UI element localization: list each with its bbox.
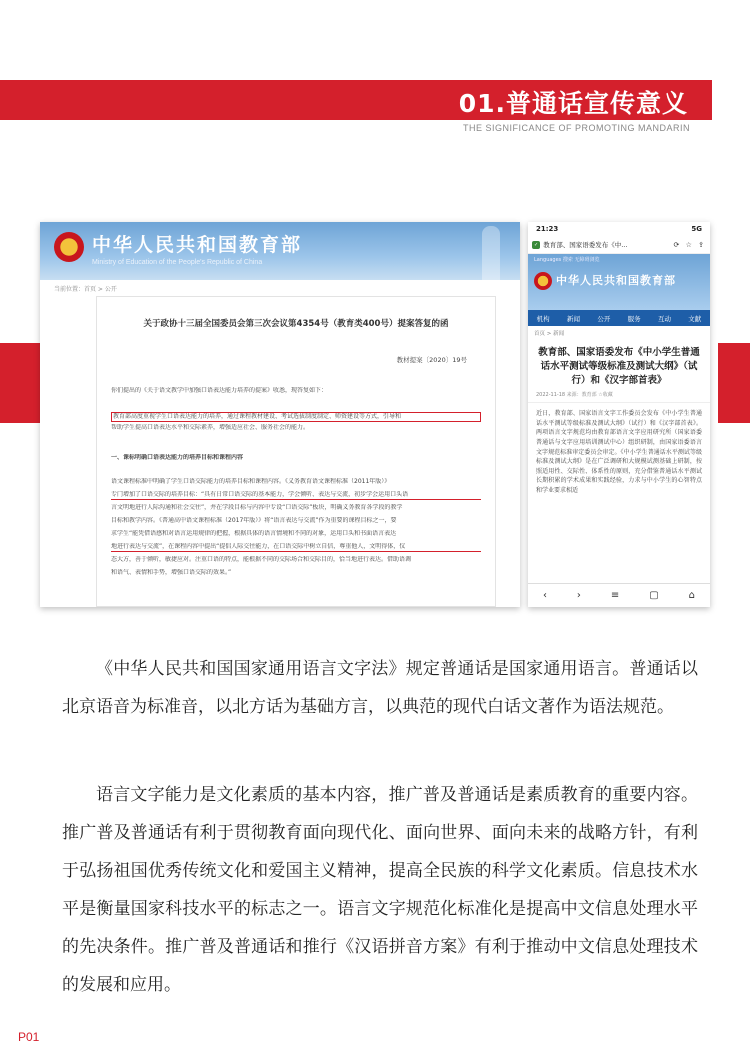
doc-section-heading: 一、课标明确口语表达能力的培养目标和课程内容 (111, 454, 244, 461)
phone-meta: 2022-11-18 来源：教育部 ☆收藏 (528, 387, 710, 403)
phone-screenshot (528, 222, 710, 607)
document-number: 教材提案〔2020〕19号 (396, 356, 467, 364)
paragraph: 语言文字能力是文化素质的基本内容，推广普及普通话是素质教育的重要内容。推广普及普通话有利于贯彻教育面向现代化、面向世界、面向未来的战略方针，有利于弘扬祖国优秀传统文化和爱国主义精神，提高全民族的科学文化素质。信息技术水平是衡量国家科技水平的标志之一。语言文字规范化标准化是提高中文信息处理水平的先决条件。推广普及普通话和推行《汉语拼音方案》有利于推动中文信息处理技术的发展和应用。 (62, 785, 698, 995)
doc-line: 求学生“能凭借语感和对语言运用规律的把握，根据具体的语言情境和不同的对象，运用口头和书面语言表达 (111, 530, 397, 537)
nav-item: 机构 (536, 314, 550, 323)
forward-icon: › (576, 590, 581, 601)
phone-body: 近日，教育部、国家语言文字工作委员会发布《中小学生普通话水平测试等级标准及测试大纲》（试行）和《汉字部首表》。两项语言文字规范均由教育部语言文字应用研究所（国家语委普通话与文字应用培训测试中心）组织研制，由国家语委语言文字规范标准审定委员会审定。《中小学生普通话水平测试等级标准及测试大纲》是在广泛调研和大规模试测基础上研制，按照适用性、交际性、体系性的原则，充分借鉴普通话水平测试长期积累的学术成果和实践经验，力求与中小学生的心智特点和学业要求相适 (536, 410, 702, 495)
nav-item: 文献 (688, 314, 702, 323)
moe-header (40, 222, 520, 280)
section-subtitle: THE SIGNIFICANCE OF PROMOTING MANDARIN (462, 123, 690, 133)
phone-bottom-bar (528, 583, 710, 607)
phone-address-bar (528, 236, 710, 254)
phone-page-title: 教育部、国家语委发布《中... (543, 241, 628, 249)
nav-item: 互动 (657, 314, 671, 323)
menu-icon: ≡ (610, 590, 620, 601)
doc-line: 言文明地进行人际沟通和社会交往”，并在学段目标与内容中专设“口语交际”板块，明确义务教育各学段的教学 (111, 504, 403, 511)
secure-icon: ✓ (534, 241, 539, 248)
phone-site-title: 中华人民共和国教育部 (556, 274, 676, 287)
doc-line: 你们提出的《关于语文教学中加强口语表达能力培养的提案》收悉，现答复如下： (111, 387, 328, 394)
page-number: P01 (18, 1030, 40, 1044)
phone-status-bar (528, 222, 710, 236)
doc-line-underlined: 地进行表达与交流”，在课程内容中提出“提倡人际交往能力，在口语交际中树立自信，尊重他人，文明得体，仪 (111, 543, 481, 552)
phone-nav (528, 310, 710, 326)
tabs-icon: ▢ (649, 590, 659, 601)
statue-decoration (482, 226, 500, 280)
doc-line: 帮助学生提高口语表达水平和交际素养，增强适应社会、服务社会的能力。 (111, 424, 310, 431)
phone-breadcrumb: 首页 > 新闻 (534, 331, 565, 337)
nav-item: 公开 (597, 314, 611, 323)
national-emblem-icon (534, 272, 552, 290)
decor-strip-left (0, 343, 42, 423)
document-panel (96, 296, 496, 607)
nav-item: 服务 (627, 314, 641, 323)
doc-line: 目标和教学内容。《普通高中语文课程标准（2017年版）》将“语言表达与交流”作为重要的课程目标之一，要 (111, 517, 397, 524)
nav-item: 新闻 (566, 314, 580, 323)
paragraph: 《中华人民共和国国家通用语言文字法》规定普通话是国家通用语言。普通话以北京语音为标准音，以北方话为基础方言，以典范的现代白话文著作为语法规范。 (62, 659, 698, 717)
phone-time: 21:23 (536, 225, 559, 233)
doc-line: 语文课程标准中明确了学生口语交际能力的培养目标和课程内容。《义务教育语文课程标准（2011年版）》 (111, 478, 391, 485)
document-title: 关于政协十三届全国委员会第三次会议第4354号（教育类400号）提案答复的函 (143, 319, 449, 329)
phone-headline: 教育部、国家语委发布《中小学生普通话水平测试等级标准及测试大纲》（试行）和《汉字部首表》 (538, 347, 700, 386)
doc-line: 和语气、表情和手势，增强口语交际的效果。” (111, 569, 232, 576)
doc-line-highlighted: 教育部高度重视学生口语表达能力的培养，通过课程教材建设、考试选拔制度制定、师资建设等方式，引导和 (111, 412, 481, 422)
national-emblem-icon (54, 232, 84, 262)
home-icon: ⌂ (688, 590, 695, 601)
moe-site-title: 中华人民共和国教育部 (92, 234, 303, 256)
breadcrumb: 当前位置：首页 > 公开 (54, 286, 117, 293)
moe-site-en: Ministry of Education of the People's Republic of China (92, 259, 263, 266)
browser-actions-icon: ⟳ ☆ ⇪ (673, 240, 706, 249)
doc-line-underlined: 专门增加了口语交际的培养目标：“具有日常口语交际的基本能力，学会倾听、表达与交流，初步学会运用口头语 (111, 491, 481, 500)
section-title: 01.普通话宣传意义 (458, 89, 688, 118)
phone-site-header (528, 254, 710, 310)
phone-signal: 5G (691, 225, 702, 233)
moe-document-screenshot (40, 222, 520, 607)
back-icon: ‹ (542, 590, 547, 601)
phone-lang-bar: Languages 搜索 无障碍浏览 (534, 257, 600, 263)
decor-strip-right (718, 343, 750, 423)
doc-line: 态大方，善于倾听，敏捷应对。注重口语的特点，能根据不同的交际场合和交际目的，恰当地进行表达。借助语调 (111, 556, 412, 563)
